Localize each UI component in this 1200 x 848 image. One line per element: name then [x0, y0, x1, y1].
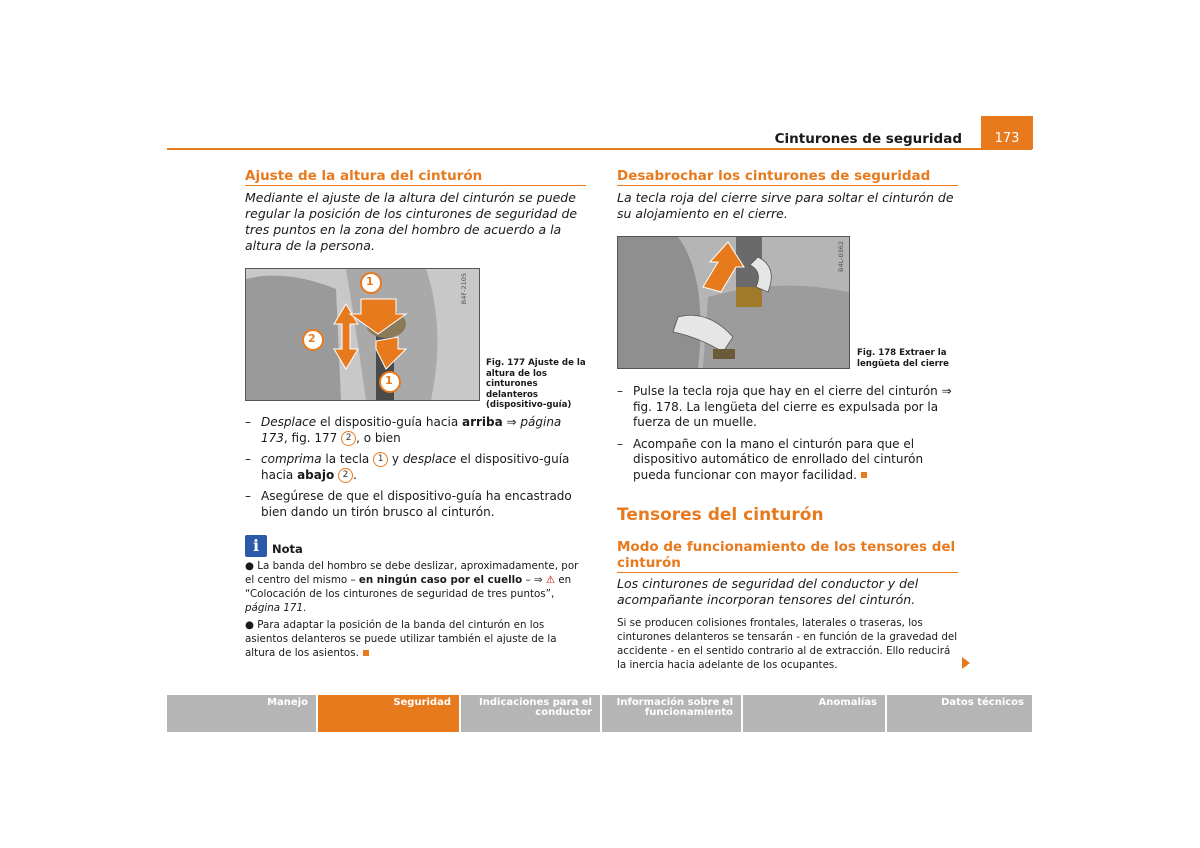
- figure-177: [245, 268, 480, 401]
- right-steps: [617, 384, 962, 483]
- step-1: – Desplace el dispositio-guía hacia arriba ⇒ página 173, fig. 177 2 , o bien: [245, 415, 590, 446]
- page-link[interactable]: página 171: [245, 602, 304, 614]
- fig177-code: B4F-2105: [460, 273, 468, 305]
- running-header-title: Cinturones de seguridad: [774, 131, 962, 147]
- left-heading: Ajuste de la altura del cinturón: [245, 168, 586, 186]
- page-number: 173: [981, 116, 1033, 149]
- left-intro: Mediante el ajuste de la altura del cinturón se puede regular la posición de los cinturones de seguridad de tres puntos en la zona del hombro de acuerdo a la altura de la persona.: [245, 190, 578, 253]
- note-item-2: ● Para adaptar la posición de la banda del cinturón en los asientos delanteros se puede utilizar también el ajuste de la altura de los asientos.: [245, 619, 557, 659]
- callout-1: 1: [373, 452, 388, 467]
- end-mark-icon: [861, 472, 867, 478]
- subsection-intro: Los cinturones de seguridad del conductor y del acompañante incorporan tensores del cinturón.: [617, 576, 919, 607]
- end-mark-icon: [363, 650, 369, 656]
- fig178-caption: Fig. 178 Extraer la lengüeta del cierre: [857, 348, 949, 369]
- fig177-label-1a: 1: [366, 275, 374, 288]
- left-steps: [245, 415, 590, 520]
- subsection-body: Si se producen colisiones frontales, laterales o traseras, los cinturones delanteros se tensarán - en función de la gravedad del accidente - en el sentido contrario al de extracción. Ello reducirá la inercia hacia adelante de los ocupantes.: [617, 617, 958, 671]
- callout-2: 2: [341, 431, 356, 446]
- bullet-icon: ●: [245, 619, 258, 631]
- page-link[interactable]: página 173: [261, 415, 562, 445]
- nav-tab-manejo[interactable]: Manejo: [167, 695, 316, 732]
- fig178-code: B4L-0362: [837, 241, 845, 272]
- fig177-label-2: 2: [308, 332, 316, 345]
- callout-2b: 2: [338, 468, 353, 483]
- figure-178: [617, 236, 850, 369]
- nav-tab-anomalias[interactable]: Anomalías: [743, 695, 885, 732]
- step-2: – comprima la tecla 1 y desplace el dispositivo-guía hacia abajo 2 .: [245, 452, 590, 483]
- note-title: Nota: [272, 542, 303, 556]
- nav-tab-seguridad[interactable]: Seguridad: [318, 695, 459, 732]
- subsection-heading: Modo de funcionamiento de los tensores del cinturón: [617, 539, 958, 573]
- continue-arrow-icon: [962, 657, 970, 669]
- figure-178-illustration: [618, 237, 849, 368]
- right-heading: Desabrochar los cinturones de seguridad: [617, 168, 958, 186]
- section-title: Tensores del cinturón: [617, 505, 824, 525]
- step-3: – Asegúrese de que el dispositivo-guía ha encastrado bien dando un tirón brusco al cinturón.: [245, 489, 590, 520]
- nav-tab-datos-tecnicos[interactable]: Datos técnicos: [887, 695, 1032, 732]
- header-rule: [167, 148, 1032, 150]
- note-body: [245, 559, 585, 660]
- bullet-icon: ●: [245, 560, 258, 572]
- right-intro: La tecla roja del cierre sirve para soltar el cinturón de su alojamiento en el cierre.: [617, 190, 954, 221]
- warning-icon: ⚠: [545, 574, 556, 586]
- right-step-1: – Pulse la tecla roja que hay en el cierre del cinturón ⇒ fig. 178. La lengüeta del cierre es expulsada por la fuerza de un muelle.: [617, 384, 962, 431]
- figure-177-illustration: [246, 269, 479, 400]
- nav-tab-informacion[interactable]: Información sobre el funcionamiento: [602, 695, 741, 732]
- fig177-label-1b: 1: [385, 374, 393, 387]
- info-icon: i: [245, 535, 267, 557]
- right-step-2: – Acompañe con la mano el cinturón para que el dispositivo automático de enrollado del cinturón pueda funcionar con mayor facilidad.: [617, 437, 962, 484]
- fig177-caption: Fig. 177 Ajuste de la altura de los cinturones delanteros (dispositivo-guía): [486, 358, 586, 410]
- nav-tab-indicaciones[interactable]: Indicaciones para el conductor: [461, 695, 600, 732]
- note-item-1: ● La banda del hombro se debe deslizar, aproximadamente, por el centro del mismo – en ningún caso por el cuello – ⇒ ⚠ en “Colocación de los cinturones de seguridad de tres puntos”, página 171.: [245, 560, 579, 614]
